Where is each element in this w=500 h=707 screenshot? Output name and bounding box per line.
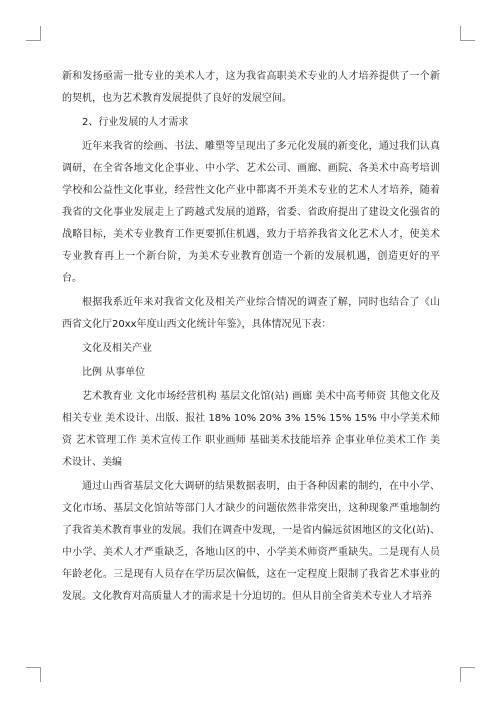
paragraph-1: 新和发扬亟需一批专业的美术人才，这为我省高职美术专业的人才培养提供了一个新的契机，也为艺术教育发展提供了良好的发展空间。: [62, 71, 440, 104]
section-heading: 2、行业发展的人才需求: [82, 117, 189, 128]
table-caption: 文化及相关产业: [82, 343, 152, 354]
paragraph-2: 近年来我省的绘画、书法、雕塑等呈现出了多元化发展的新变化，通过我们认真调研，在全省各地文化企事业、中小学、艺术公司、画廊、画院、各美术中高考培训学校和公益性文化事业，经营性文化产业中都离不开美术专业的艺术人才培养，随着我省的文化事业发展走上了跨越式发展的道路，省委、省政府提出了建设文化强省的战略目标，美术专业教育工作更要抓住机遇，致力于培养我省文化艺术人才，使美术专业教育再上一个新台阶，为美术专业教育创造一个新的发展机遇，创造更好的平台。: [62, 141, 440, 284]
crop-mark-top-right: [460, 26, 475, 41]
crop-mark-bottom-right: [460, 667, 475, 682]
table-content: 艺术教育业 文化市场经营机构 基层文化馆(站) 画廊 美术中高考师资 其他文化及相关专业 美术设计、出版、报社 18% 10% 20% 3% 15% 15% 15% 中小学美术师资 艺术管理工作 美术宣传工作 职业画师 基础美术技能培养 企事业单位美术工作 美术设计、美编: [62, 391, 440, 468]
table-header: 比例 从事单位: [82, 367, 146, 378]
crop-mark-top-left: [26, 26, 41, 41]
document-body: [62, 66, 440, 608]
paragraph-3: 根据我系近年来对我省文化及相关产业综合情况的调查了解，同时也结合了《山西省文化厅20xx年度山西文化统计年鉴》，具体情况见下表：: [62, 297, 440, 330]
crop-mark-bottom-left: [26, 667, 41, 682]
paragraph-4: 通过山西省基层文化大调研的结果数据表明，由于各种因素的制约，在中小学、文化市场、基层文化馆站等部门人才缺少的问题依然非常突出，这种现象严重地制约了我省美术教育事业的发展。我们在调查中发现，一是省内偏远贫困地区的文化(站)、中小学、美术人才严重缺乏，各地山区的中、小学美术师资严重缺失。二是现有人员年龄老化。三是现有人员存在学历层次偏低，这在一定程度上限制了我省艺术事业的发展。文化教育对高质量人才的需求是十分迫切的。但从目前全省美术专业人才培养: [62, 481, 440, 602]
